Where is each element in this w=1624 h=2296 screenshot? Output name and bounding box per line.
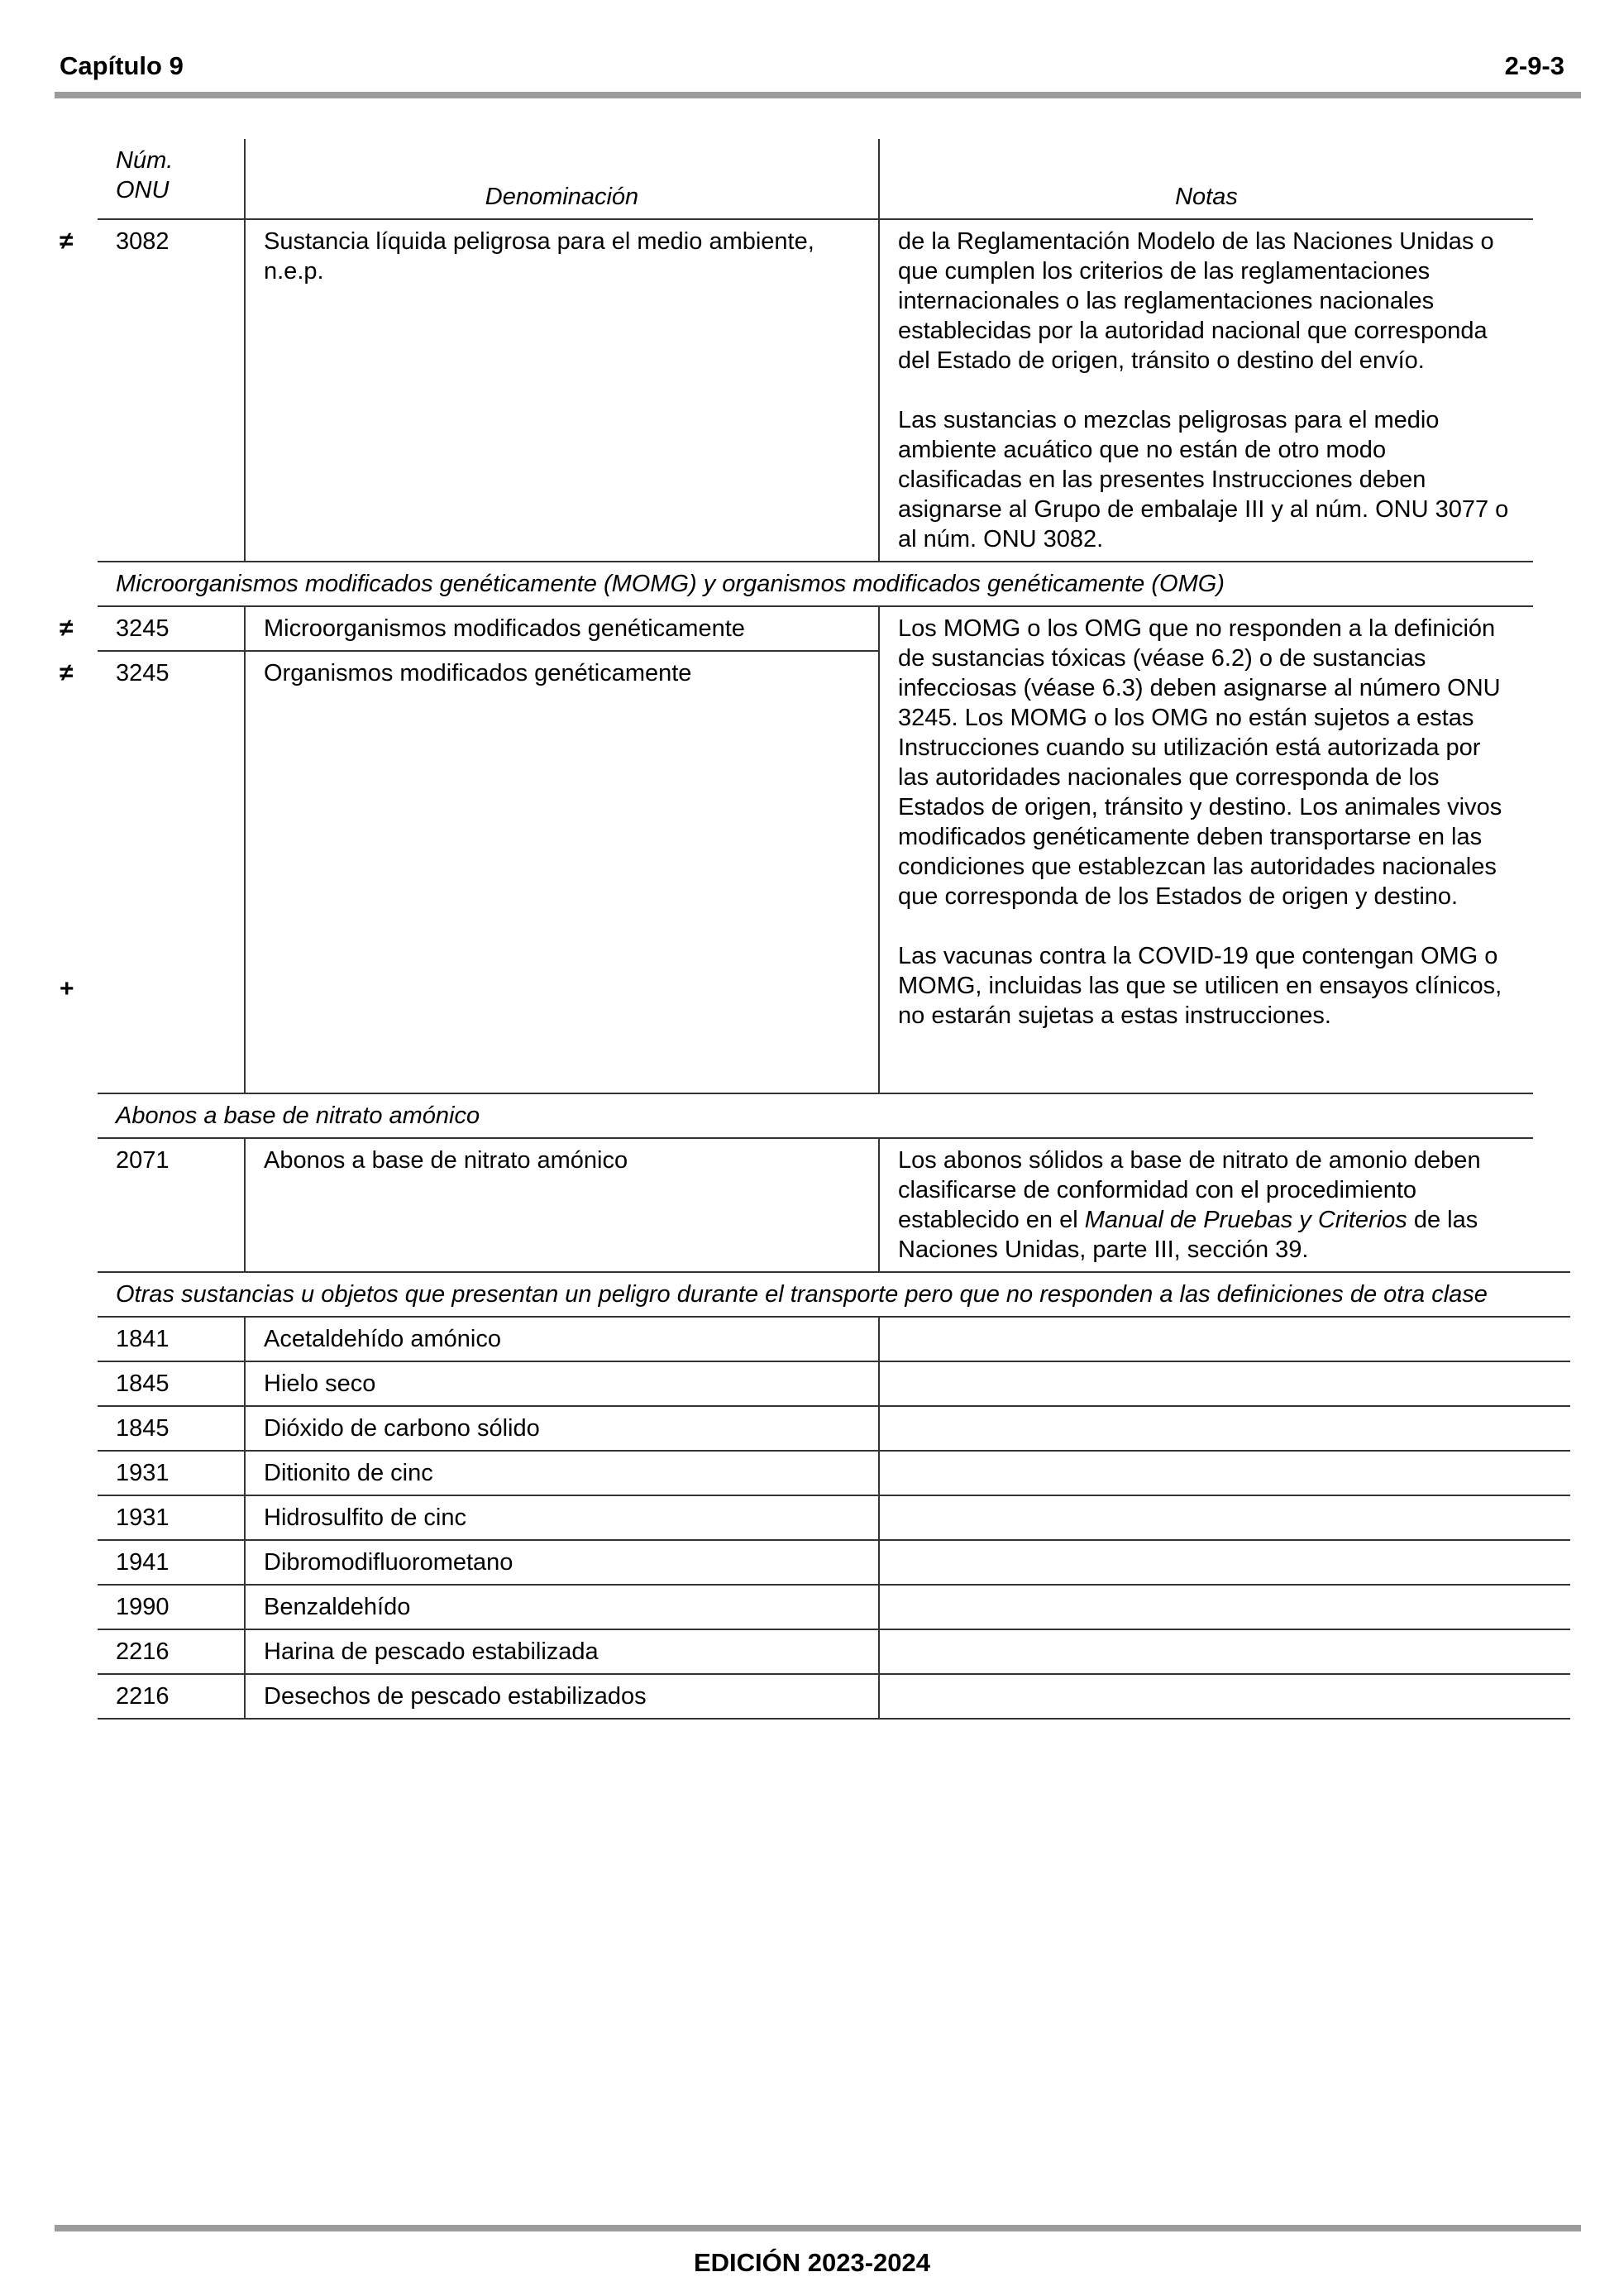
notes-cell [879,219,1533,562]
table-row [98,1406,1570,1451]
note-paragraph: Los MOMG o los OMG que no responden a la definición de sustancias tóxicas (véase 6.2) o de sustancias infecciosas (véase 6.3) deben asignarse al número ONU 3245. Los MOMG o los OMG no están sujetos a estas Instrucciones cuando su utilización está autorizada por las autoridades nacionales que corresponda de los Estados de origen, tránsito y destino. Los animales vivos modificados genéticamente deben transportarse en las condiciones que establezcan las autoridades nacionales que corresponda de los Estados de origen y destino. [898,615,1502,910]
manual-title: Manual de Pruebas y Criterios [1084,1207,1407,1233]
table-row [98,1361,1570,1406]
un-number-cell: 1845 [98,1361,245,1406]
notes-cell [879,1361,1570,1406]
chapter-title: Capítulo 9 [60,51,184,80]
table-row [98,1495,1570,1540]
note-paragraph: Los abonos sólidos a base de nitrato de amonio deben clasificarse de conformidad con el procedimiento establecido en el Manual de Pruebas y Criterios de las Naciones Unidas, parte III, sección 39. [898,1147,1481,1263]
dangerous-goods-table [60,139,1570,1720]
table-row [98,219,1570,562]
section-heading: Microorganismos modificados genéticamente (MOMG) y organismos modificados genéticamente (OMG) [98,562,1533,606]
denomination-cell: Dióxido de carbono sólido [245,1406,879,1451]
un-number: 3082 [116,228,170,255]
denomination-cell: Acetaldehído amónico [245,1317,879,1361]
table-row [98,606,1570,651]
change-mark: ≠ [60,659,74,686]
addition-mark: + [60,975,74,1002]
un-number-cell: 1841 [98,1317,245,1361]
change-mark: ≠ [60,227,74,255]
denomination-cell: Abonos a base de nitrato amónico [245,1138,879,1272]
un-number-cell [60,219,245,562]
denomination-cell: Hidrosulfito de cinc [245,1495,879,1540]
un-number-cell: 2216 [98,1674,245,1719]
un-number-cell: 1931 [98,1451,245,1495]
un-number-cell [60,606,245,651]
page-number: 2-9-3 [1504,51,1564,80]
un-number-cell: 1990 [98,1585,245,1629]
table-header-row [98,139,1570,219]
header-rule [55,92,1581,98]
note-paragraph: Las sustancias o mezclas peligrosas para el medio ambiente acuático que no están de otro modo clasificadas en las presentes Instrucciones deben asignarse al Grupo de embalaje III y al núm. ONU 3077 o al núm. ONU 3082. [898,407,1509,552]
notes-cell [879,1317,1570,1361]
column-header-num: Núm. ONU [98,139,245,219]
edition-footer: EDICIÓN 2023-2024 [693,2248,931,2277]
section-heading-row [98,562,1570,606]
un-number-cell: 1941 [98,1540,245,1585]
table-row [98,1317,1570,1361]
denomination-cell: Microorganismos modificados genéticamente [245,606,879,651]
change-mark: ≠ [60,615,74,642]
denomination-cell: Ditionito de cinc [245,1451,879,1495]
table-row [98,1138,1570,1272]
notes-cell [879,1674,1570,1719]
un-number: 3245 [116,615,170,642]
notes-cell [879,1138,1533,1272]
un-number-cell: 1845 [98,1406,245,1451]
un-number-cell: 1931 [98,1495,245,1540]
note-paragraph: de la Reglamentación Modelo de las Naciones Unidas o que cumplen los criterios de las reglamentaciones internacionales o las reglamentaciones nacionales establecidas por la autoridad nacional que corresponda del Estado de origen, tránsito o destino del envío. [898,228,1494,374]
un-number-cell [60,651,245,1093]
section-heading-row [98,1093,1570,1138]
notes-cell [879,1451,1570,1495]
denomination-cell: Hielo seco [245,1361,879,1406]
footer-rule [55,2225,1581,2231]
note-paragraph: Las vacunas contra la COVID-19 que contengan OMG o MOMG, incluidas las que se utilicen en ensayos clínicos, no estarán sujetas a estas instrucciones. [898,943,1502,1029]
denomination-cell: Organismos modificados genéticamente [245,651,879,1093]
table-row [98,1585,1570,1629]
notes-cell [879,1495,1570,1540]
notes-cell [879,1540,1570,1585]
notes-cell [879,1629,1570,1674]
column-header-notes: Notas [1175,184,1238,210]
section-heading-row [98,1272,1570,1317]
denomination-cell: Harina de pescado estabilizada [245,1629,879,1674]
table-row [98,1674,1570,1719]
table-row [98,1629,1570,1674]
denomination-cell: Dibromodifluorometano [245,1540,879,1585]
denomination-cell: Desechos de pescado estabilizados [245,1674,879,1719]
un-number-cell: 2071 [98,1138,245,1272]
section-heading: Abonos a base de nitrato amónico [98,1093,1533,1138]
denomination-cell: Benzaldehído [245,1585,879,1629]
column-header-denomination: Denominación [245,139,879,219]
notes-cell [879,1406,1570,1451]
section-heading: Otras sustancias u objetos que presentan un peligro durante el transporte pero que no responden a las definiciones de otra clase [98,1272,1570,1317]
table-row [98,1540,1570,1585]
un-number-cell: 2216 [98,1629,245,1674]
un-number: 3245 [116,660,170,686]
table-row [98,1451,1570,1495]
notes-cell [879,606,1533,1093]
denomination-cell: Sustancia líquida peligrosa para el medio ambiente, n.e.p. [245,219,879,562]
notes-cell [879,1585,1570,1629]
